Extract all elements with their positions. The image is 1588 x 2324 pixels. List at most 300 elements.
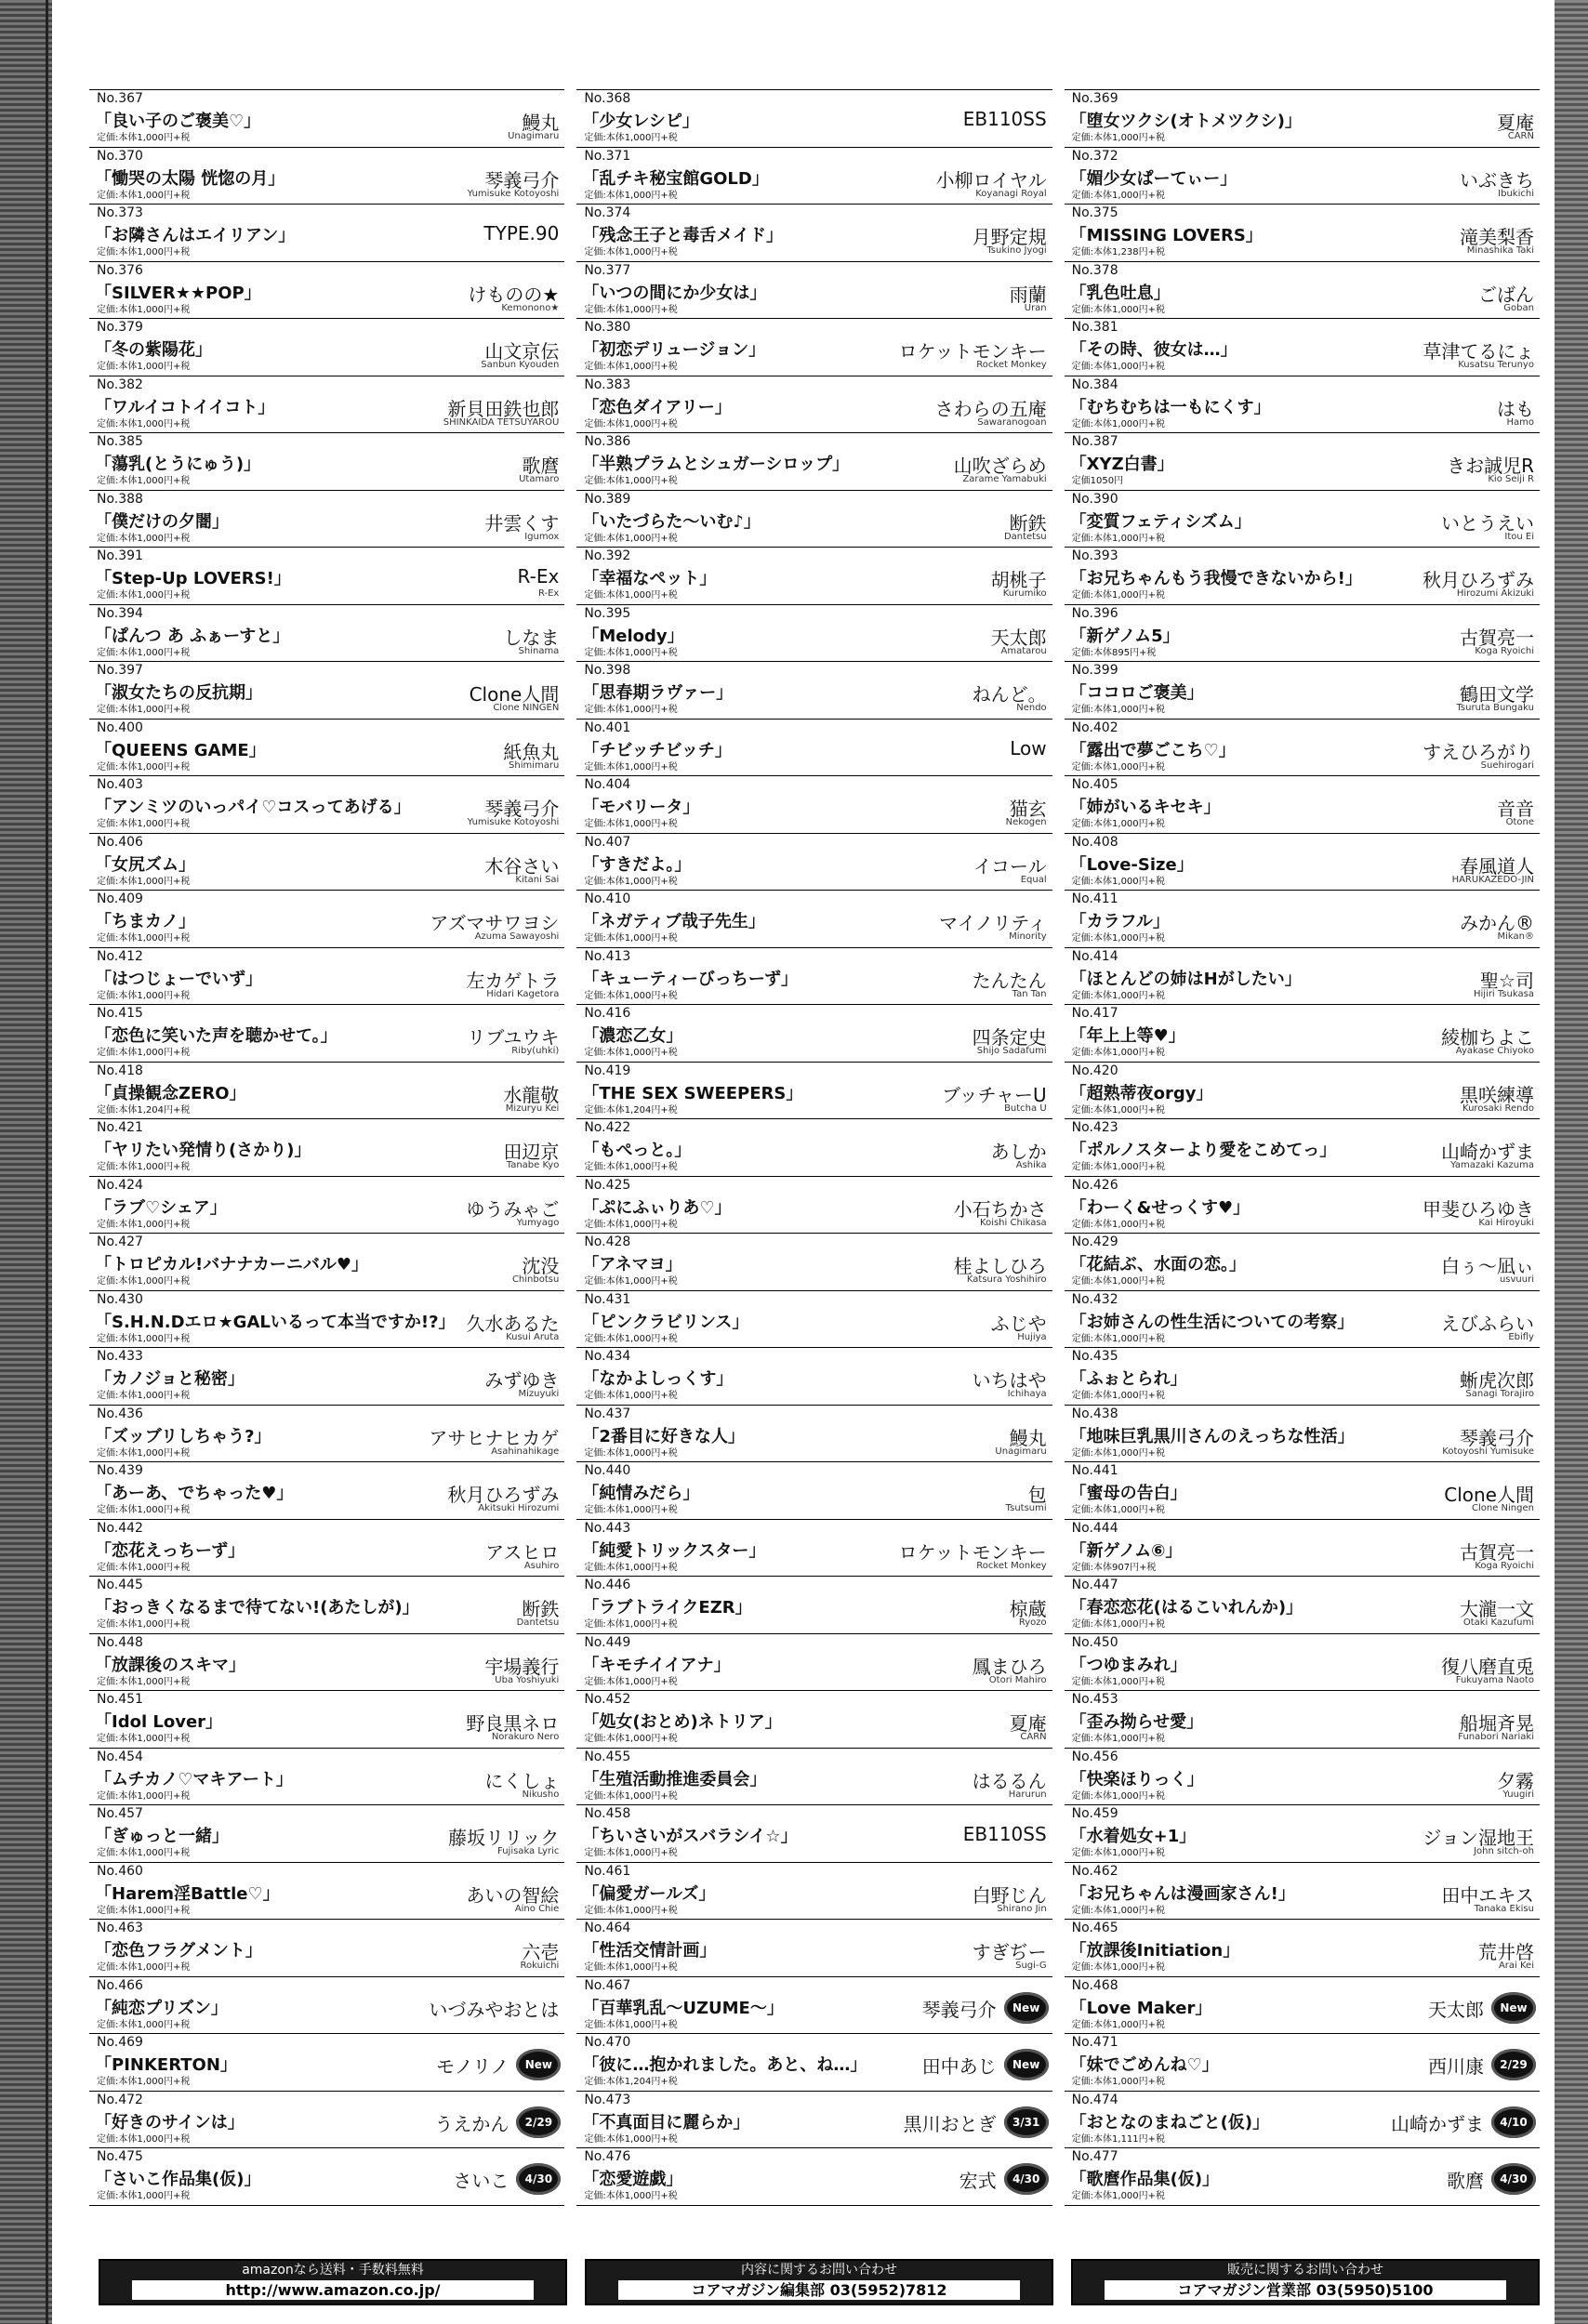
catalog-entry <box>1065 1462 1540 1520</box>
entry-price: 定価:本体1,000円+税 <box>1071 1276 1166 1287</box>
catalog-entry <box>576 605 1052 663</box>
entry-author-romaji: Ashika <box>1015 1160 1047 1170</box>
entry-title: 「お姉さんの性生活についての考察」 <box>1069 1312 1355 1332</box>
entry-number: No.434 <box>584 1349 631 1364</box>
entry-author: 夕霧 <box>1496 1769 1534 1792</box>
entry-number: No.453 <box>1071 1692 1118 1707</box>
entry-author-romaji: Ichihaya <box>1007 1389 1047 1399</box>
entry-number: No.418 <box>97 1063 143 1078</box>
entry-author-romaji: Igumox <box>524 531 560 542</box>
entry-title: 「乱チキ秘宝館GOLD」 <box>582 168 769 189</box>
entry-author: 春風道人 <box>1459 854 1534 878</box>
catalog-grid <box>89 89 1540 2207</box>
catalog-entry <box>576 1691 1052 1749</box>
entry-number: No.469 <box>97 2035 143 2050</box>
catalog-entry <box>576 2092 1052 2149</box>
catalog-entry <box>89 891 564 948</box>
entry-price: 定価:本体1,000円+税 <box>584 190 678 201</box>
catalog-entry <box>576 433 1052 491</box>
entry-price: 定価:本体1,000円+税 <box>584 761 678 772</box>
entry-title: 「むちむちは一もにくす」 <box>1069 397 1271 417</box>
entry-price: 定価:本体1,000円+税 <box>97 1676 191 1687</box>
entry-author-romaji: Dantetsu <box>1003 531 1047 542</box>
catalog-entry <box>1065 319 1540 376</box>
entry-author: 荒井啓 <box>1477 1941 1534 1963</box>
entry-author-romaji: Fukuyama Naoto <box>1455 1674 1534 1685</box>
entry-price: 定価:本体1,000円+税 <box>97 1219 191 1230</box>
entry-title: 「ワルイコトイイコト」 <box>95 397 275 417</box>
entry-author: 断鉄 <box>522 1598 560 1620</box>
entry-author-romaji: Tanaka Ekisu <box>1474 1903 1534 1914</box>
catalog-entry <box>1065 1749 1540 1806</box>
entry-number: No.370 <box>97 148 143 164</box>
entry-number: No.396 <box>1071 605 1118 621</box>
catalog-entry <box>89 1119 564 1177</box>
entry-price: 定価1050円 <box>1071 476 1124 486</box>
catalog-entry <box>576 1863 1052 1921</box>
entry-number: No.368 <box>584 91 631 106</box>
entry-title: 「濃恋乙女」 <box>582 1026 683 1046</box>
entry-title: 「モバリータ」 <box>582 798 700 817</box>
entry-price: 定価:本体1,000円+税 <box>584 1505 678 1515</box>
entry-title: 「花結ぶ、水面の恋。」 <box>1069 1255 1247 1274</box>
entry-author: 甲斐ひろゆき <box>1422 1197 1534 1221</box>
entry-price: 定価:本体1,000円+税 <box>1071 1333 1166 1344</box>
entry-author: 夏庵 <box>1496 112 1534 134</box>
entry-title: 「Harem淫Battle♡」 <box>95 1883 280 1904</box>
entry-title: 「新ゲノム⑥」 <box>1069 1540 1183 1561</box>
entry-number: No.419 <box>584 1063 631 1078</box>
entry-title: 「放課後のスキマ」 <box>95 1655 245 1675</box>
footer-sales-caption: 販売に関するお問い合わせ <box>1227 2263 1383 2278</box>
entry-author-romaji: Katsura Yoshihiro <box>966 1274 1047 1285</box>
entry-author-romaji: Goban <box>1503 302 1534 313</box>
entry-author-romaji: Arai Kei <box>1498 1961 1534 1971</box>
entry-price: 定価:本体1,000円+税 <box>1071 819 1166 829</box>
entry-author: さいこ <box>453 2170 509 2192</box>
entry-title: 「ピンクラビリンス」 <box>582 1312 749 1332</box>
entry-author-romaji: Otori Mahiro <box>988 1674 1047 1685</box>
new-badge: New <box>1004 1992 1049 2024</box>
entry-author: 田中あじ <box>921 2055 997 2078</box>
entry-price: 定価:本体1,000円+税 <box>97 1276 191 1287</box>
catalog-entry <box>89 1577 564 1634</box>
entry-number: No.423 <box>1071 1120 1118 1135</box>
entry-number: No.379 <box>97 320 143 335</box>
entry-author-romaji: Funabori Nariaki <box>1458 1732 1534 1742</box>
entry-price: 定価:本体1,000円+税 <box>97 476 191 486</box>
entry-author-romaji: Fujisaka Lyric <box>497 1846 560 1856</box>
entry-number: No.467 <box>584 1977 631 1993</box>
entry-author: 新貝田鉄也郎 <box>447 397 560 420</box>
entry-price: 定価:本体1,000円+税 <box>1071 705 1166 715</box>
entry-title: 「恋愛遊戯」 <box>582 2170 683 2189</box>
entry-number: No.373 <box>97 205 143 220</box>
catalog-entry <box>576 1920 1052 1977</box>
footer-amazon-box <box>99 2259 567 2305</box>
entry-price: 定価:本体1,000円+税 <box>97 990 191 1001</box>
entry-author: 鰻丸 <box>1009 1426 1047 1449</box>
entry-number: No.416 <box>584 1006 631 1021</box>
entry-number: No.452 <box>584 1692 631 1707</box>
catalog-entry <box>89 1406 564 1463</box>
entry-number: No.441 <box>1071 1463 1118 1478</box>
catalog-entry <box>576 90 1052 148</box>
entry-author-romaji: Norakuro Nero <box>491 1732 560 1742</box>
entry-number: No.384 <box>1071 376 1118 392</box>
entry-number: No.438 <box>1071 1406 1118 1421</box>
entry-title: 「思春期ラヴァー」 <box>582 683 734 703</box>
entry-author: ロケットモンキー <box>898 1540 1047 1564</box>
entry-author: ロケットモンキー <box>898 340 1047 363</box>
entry-author: 蜥虎次郎 <box>1459 1369 1534 1392</box>
entry-price: 定価:本体1,000円+税 <box>584 476 678 486</box>
entry-author: 秋月ひろずみ <box>1422 569 1534 591</box>
entry-title: 「カラフル」 <box>1069 912 1170 931</box>
entry-number: No.444 <box>1071 1520 1118 1536</box>
entry-author: 歌麿 <box>522 455 560 477</box>
entry-price: 定価:本体1,000円+税 <box>584 1048 678 1058</box>
entry-price: 定価:本体1,000円+税 <box>97 819 191 829</box>
catalog-entry <box>1065 1005 1540 1063</box>
entry-title: 「変質フェティシズム」 <box>1069 511 1251 532</box>
catalog-entry <box>1065 948 1540 1006</box>
entry-price: 定価:本体1,000円+税 <box>584 1391 678 1401</box>
catalog-entry <box>576 1749 1052 1806</box>
entry-price: 定価:本体1,000円+税 <box>1071 362 1166 372</box>
entry-number: No.468 <box>1071 1977 1118 1993</box>
catalog-entry <box>576 1234 1052 1291</box>
entry-author-romaji: HARUKAZEDO-JIN <box>1451 874 1534 885</box>
entry-price: 定価:本体1,000円+税 <box>97 933 191 944</box>
entry-author: ふじや <box>990 1312 1047 1335</box>
entry-title: 「SILVER★★POP」 <box>95 283 261 303</box>
entry-author: 復八磨直兎 <box>1440 1655 1534 1678</box>
entry-number: No.477 <box>1071 2149 1118 2164</box>
entry-author: はも <box>1496 397 1534 420</box>
entry-price: 定価:本体1,000円+税 <box>584 247 678 257</box>
entry-number: No.375 <box>1071 205 1118 220</box>
entry-title: 「春恋恋花(はるこいれんか)」 <box>1069 1598 1303 1618</box>
entry-author-romaji: Tsuruta Bungaku <box>1456 703 1534 713</box>
entry-price: 定価:本体1,000円+税 <box>1071 1619 1166 1630</box>
catalog-entry <box>1065 1234 1540 1291</box>
entry-author: 西川康 <box>1427 2055 1484 2078</box>
entry-number: No.457 <box>97 1806 143 1821</box>
catalog-entry <box>89 1462 564 1520</box>
entry-author: 左カゲトラ <box>466 969 560 992</box>
entry-title: 「キューティーびっちーず」 <box>582 969 798 989</box>
entry-title: 「XYZ白書」 <box>1069 455 1174 474</box>
entry-title: 「ネガティブ哉子先生」 <box>582 912 765 931</box>
entry-price: 定価:本体1,000円+税 <box>1071 2191 1166 2201</box>
entry-price: 定価:本体1,111円+税 <box>1071 2133 1166 2145</box>
entry-number: No.382 <box>97 376 143 392</box>
entry-number: No.446 <box>584 1578 631 1592</box>
entry-author: 雨蘭 <box>1009 283 1047 306</box>
entry-author: 天太郎 <box>990 626 1047 649</box>
entry-author-romaji: Yamazaki Kazuma <box>1450 1160 1534 1170</box>
entry-title: 「生殖活動推進委員会」 <box>582 1769 767 1789</box>
entry-number: No.430 <box>97 1291 143 1307</box>
entry-author-romaji: Nikusho <box>522 1789 560 1800</box>
catalog-entry <box>576 776 1052 834</box>
entry-price: 定価:本体1,000円+税 <box>97 133 191 143</box>
entry-price: 定価:本体1,238円+税 <box>1071 247 1166 257</box>
entry-number: No.450 <box>1071 1634 1118 1650</box>
entry-author: すえひろがり <box>1422 740 1534 763</box>
release-date-badge: 4/30 <box>516 2163 561 2195</box>
entry-number: No.422 <box>584 1120 631 1135</box>
entry-number: No.470 <box>584 2035 631 2050</box>
entry-number: No.456 <box>1071 1749 1118 1764</box>
entry-author: 大瀧一文 <box>1459 1598 1534 1620</box>
catalog-entry <box>576 548 1052 605</box>
entry-price: 定価:本体1,000円+税 <box>97 1333 191 1344</box>
entry-title: 「乳色吐息」 <box>1069 283 1171 303</box>
catalog-entry <box>1065 1577 1540 1634</box>
entry-price: 定価:本体1,000円+税 <box>584 304 678 315</box>
entry-author-romaji: Yumyago <box>516 1217 560 1228</box>
entry-title: 「Melody」 <box>582 626 684 646</box>
entry-author: ゆうみゃご <box>466 1197 560 1221</box>
entry-price: 定価:本体1,000円+税 <box>584 1790 678 1802</box>
entry-author: 琴義弓介 <box>484 798 560 820</box>
entry-author-romaji: Yumisuke Kotoyoshi <box>467 188 560 199</box>
entry-number: No.415 <box>97 1006 143 1021</box>
entry-price: 定価:本体1,000円+税 <box>97 418 191 429</box>
entry-author-romaji: Kotoyoshi Yumisuke <box>1442 1446 1534 1457</box>
entry-author-romaji: Dantetsu <box>516 1618 560 1628</box>
entry-author: 紙魚丸 <box>503 740 560 763</box>
entry-author-romaji: Suehirogari <box>1480 759 1534 771</box>
entry-title: 「お隣さんはエイリアン」 <box>95 226 296 245</box>
entry-number: No.449 <box>584 1634 631 1650</box>
entry-author: EB110SS <box>962 1823 1047 1845</box>
catalog-entry <box>89 720 564 777</box>
entry-author-romaji: CARN <box>1020 1732 1047 1742</box>
entry-number: No.440 <box>584 1463 631 1478</box>
entry-title: 「ポルノスターより愛をこめてっ」 <box>1069 1141 1337 1160</box>
entry-title: 「おっきくなるまで待てない!(あたしが)」 <box>95 1598 419 1618</box>
entry-title: 「堕女ツクシ(オトメツクシ)」 <box>1069 112 1303 131</box>
entry-author-romaji: Clone Ningen <box>1472 1503 1534 1513</box>
entry-title: 「地味巨乳黒川さんのえっちな性活」 <box>1069 1426 1355 1446</box>
catalog-entry <box>89 2148 564 2206</box>
entry-author: R-Ex <box>517 565 560 588</box>
entry-author: 水龍敬 <box>503 1083 560 1106</box>
entry-author-romaji: Koishi Chikasa <box>980 1217 1047 1228</box>
entry-title: 「幸福なペット」 <box>582 569 717 588</box>
entry-author: はるるん <box>972 1769 1047 1792</box>
entry-price: 定価:本体1,000円+税 <box>97 705 191 715</box>
entry-author-romaji: Hamo <box>1506 416 1534 428</box>
entry-number: No.367 <box>97 91 143 106</box>
entry-price: 定価:本体1,000円+税 <box>1071 418 1166 429</box>
entry-number: No.454 <box>97 1749 143 1764</box>
entry-title: 「性活交情計画」 <box>582 1941 717 1961</box>
release-date-badge: 3/31 <box>1004 2106 1049 2138</box>
footer-contact-bar <box>99 2259 1540 2305</box>
entry-author-romaji: Sanbun Kyouden <box>481 360 560 370</box>
catalog-entry <box>1065 605 1540 663</box>
entry-price: 定価:本体1,000円+税 <box>584 819 678 829</box>
entry-author-romaji: Sawaranogoan <box>977 416 1047 428</box>
entry-number: No.395 <box>584 605 631 621</box>
catalog-entry <box>89 776 564 834</box>
entry-price: 定価:本体1,000円+税 <box>97 1790 191 1802</box>
entry-title: 「女尻ズム」 <box>95 854 195 875</box>
catalog-entry <box>89 1634 564 1692</box>
entry-author-romaji: Ayakase Chiyoko <box>1455 1046 1534 1056</box>
entry-author: けものの★ <box>468 283 560 306</box>
entry-number: No.391 <box>97 548 143 563</box>
entry-author-romaji: Tanabe Kyo <box>506 1160 560 1170</box>
entry-title: 「放課後Initiation」 <box>1069 1941 1240 1961</box>
entry-price: 定価:本体1,000円+税 <box>97 1619 191 1630</box>
entry-price: 定価:本体1,000円+税 <box>584 533 678 544</box>
entry-author: Low <box>1010 736 1047 759</box>
entry-price: 定価:本体1,000円+税 <box>1071 1104 1166 1116</box>
entry-price: 定価:本体1,000円+税 <box>1071 1734 1166 1744</box>
entry-number: No.401 <box>584 720 631 735</box>
entry-price: 定価:本体1,000円+税 <box>97 1734 191 1744</box>
entry-number: No.410 <box>584 891 631 906</box>
entry-price: 定価:本体1,000円+税 <box>584 1333 678 1344</box>
catalog-entry <box>1065 1063 1540 1120</box>
entry-title: 「カノジョと秘密」 <box>95 1369 245 1389</box>
entry-title: 「ラブトライクEZR」 <box>582 1598 752 1618</box>
left-edge-strip <box>0 0 52 2324</box>
entry-title: 「ほとんどの姉はHがしたい」 <box>1069 969 1302 989</box>
entry-price: 定価:本体1,000円+税 <box>1071 304 1166 315</box>
entry-author: ジョン湿地王 <box>1423 1827 1534 1849</box>
footer-sales-phone: コアマガジン営業部 03(5950)5100 <box>1105 2280 1506 2300</box>
entry-price: 定価:本体1,000円+税 <box>97 190 191 201</box>
catalog-entry <box>89 2092 564 2149</box>
entry-title: 「ココロご褒美」 <box>1069 683 1204 703</box>
entry-author-romaji: Hujiya <box>1017 1331 1047 1342</box>
entry-number: No.428 <box>584 1235 631 1249</box>
catalog-entry <box>1065 491 1540 548</box>
entry-number: No.372 <box>1071 148 1118 164</box>
entry-price: 定価:本体1,000円+税 <box>584 990 678 1001</box>
entry-price: 定価:本体1,000円+税 <box>584 1276 678 1287</box>
entry-author-romaji: Azuma Sawayoshi <box>474 931 560 942</box>
entry-number: No.421 <box>97 1120 143 1135</box>
entry-author: 六壱 <box>522 1941 560 1963</box>
catalog-entry <box>1065 205 1540 262</box>
catalog-entry <box>89 262 564 320</box>
entry-price: 定価:本体1,000円+税 <box>97 1048 191 1058</box>
catalog-entry <box>576 262 1052 320</box>
entry-price: 定価:本体1,000円+税 <box>584 1219 678 1230</box>
entry-title: 「純情みだら」 <box>582 1484 700 1503</box>
entry-price: 定価:本体1,000円+税 <box>1071 1162 1166 1172</box>
entry-price: 定価:本体1,000円+税 <box>1071 533 1166 544</box>
catalog-entry <box>1065 548 1540 605</box>
entry-title: 「半熟プラムとシュガーシロップ」 <box>582 455 850 474</box>
entry-author: 小柳ロイヤル <box>935 168 1047 191</box>
entry-title: 「さいこ作品集(仮)」 <box>95 2170 261 2189</box>
entry-number: No.387 <box>1071 434 1118 449</box>
entry-title: 「恋色ダイアリー」 <box>582 397 732 417</box>
entry-price: 定価:本体1,000円+税 <box>1071 1848 1166 1858</box>
entry-price: 定価:本体1,000円+税 <box>1071 1962 1166 1973</box>
entry-author: 四条定史 <box>972 1026 1047 1049</box>
catalog-entry <box>576 319 1052 376</box>
entry-title: 「淑女たちの反抗期」 <box>95 683 262 703</box>
entry-author: ブッチャーU <box>942 1083 1047 1106</box>
catalog-column-1 <box>89 89 564 2207</box>
entry-author: いちはや <box>972 1369 1047 1392</box>
entry-author-romaji: Minashika Taki <box>1466 245 1534 256</box>
entry-author-romaji: Rokuichi <box>520 1961 560 1971</box>
entry-title: 「歌麿作品集(仮)」 <box>1069 2170 1220 2189</box>
entry-author: 黒咲練導 <box>1459 1083 1534 1106</box>
catalog-entry <box>1065 148 1540 205</box>
entry-title: 「もぺっと。」 <box>582 1141 692 1160</box>
entry-title: 「いつの間にか少女は」 <box>582 283 767 303</box>
new-badge: New <box>516 2049 561 2080</box>
entry-author: 山文京伝 <box>484 340 560 363</box>
entry-price: 定価:本体1,000円+税 <box>1071 1505 1166 1515</box>
entry-author: 歌麿 <box>1446 2170 1484 2192</box>
entry-author: アスヒロ <box>485 1540 560 1564</box>
entry-author-romaji: Mizuyuki <box>518 1389 560 1399</box>
catalog-entry <box>89 433 564 491</box>
entry-number: No.399 <box>1071 663 1118 678</box>
catalog-entry <box>576 148 1052 205</box>
entry-number: No.437 <box>584 1406 631 1421</box>
entry-author: 宏式 <box>959 2170 997 2192</box>
entry-title: 「ぱんつ あ ふぁーすと」 <box>95 626 290 646</box>
catalog-entry <box>1065 1119 1540 1177</box>
entry-number: No.432 <box>1071 1291 1118 1307</box>
entry-number: No.409 <box>97 891 143 906</box>
entry-price: 定価:本体1,000円+税 <box>97 2077 191 2087</box>
entry-title: 「Idol Lover」 <box>95 1712 223 1732</box>
entry-price: 定価:本体1,000円+税 <box>584 418 678 429</box>
entry-author: イコール <box>973 854 1047 878</box>
entry-author-romaji: Ebifly <box>1508 1331 1534 1342</box>
entry-author: マイノリティ <box>939 912 1047 934</box>
entry-author: うえかん <box>434 2112 509 2135</box>
entry-author-romaji: Sanagi Torajiro <box>1465 1389 1534 1399</box>
entry-number: No.431 <box>584 1291 631 1307</box>
entry-title: 「蕩乳(とうにゅう)」 <box>95 455 261 474</box>
catalog-entry <box>576 1406 1052 1463</box>
entry-number: No.383 <box>584 376 631 392</box>
entry-author-romaji: Rocket Monkey <box>976 360 1047 370</box>
entry-number: No.389 <box>584 491 631 507</box>
entry-number: No.392 <box>584 548 631 563</box>
right-edge-strip <box>1555 0 1588 2324</box>
footer-amazon-url[interactable]: http://www.amazon.co.jp/ <box>132 2280 534 2300</box>
entry-price: 定価:本体1,000円+税 <box>584 1162 678 1172</box>
catalog-entry <box>89 205 564 262</box>
entry-author: Clone人間 <box>1444 1484 1534 1506</box>
entry-author: あしか <box>990 1141 1047 1163</box>
entry-number: No.393 <box>1071 548 1118 563</box>
entry-author: いづみやおとは <box>429 1998 560 2021</box>
entry-price: 定価:本体1,000円+税 <box>97 1562 191 1573</box>
entry-title: 「処女(おとめ)ネトリア」 <box>582 1712 782 1732</box>
catalog-entry <box>89 1691 564 1749</box>
entry-author: えびふらい <box>1440 1312 1534 1335</box>
entry-price: 定価:本体1,000円+税 <box>97 590 191 601</box>
entry-price: 定価:本体1,000円+税 <box>584 2019 678 2030</box>
